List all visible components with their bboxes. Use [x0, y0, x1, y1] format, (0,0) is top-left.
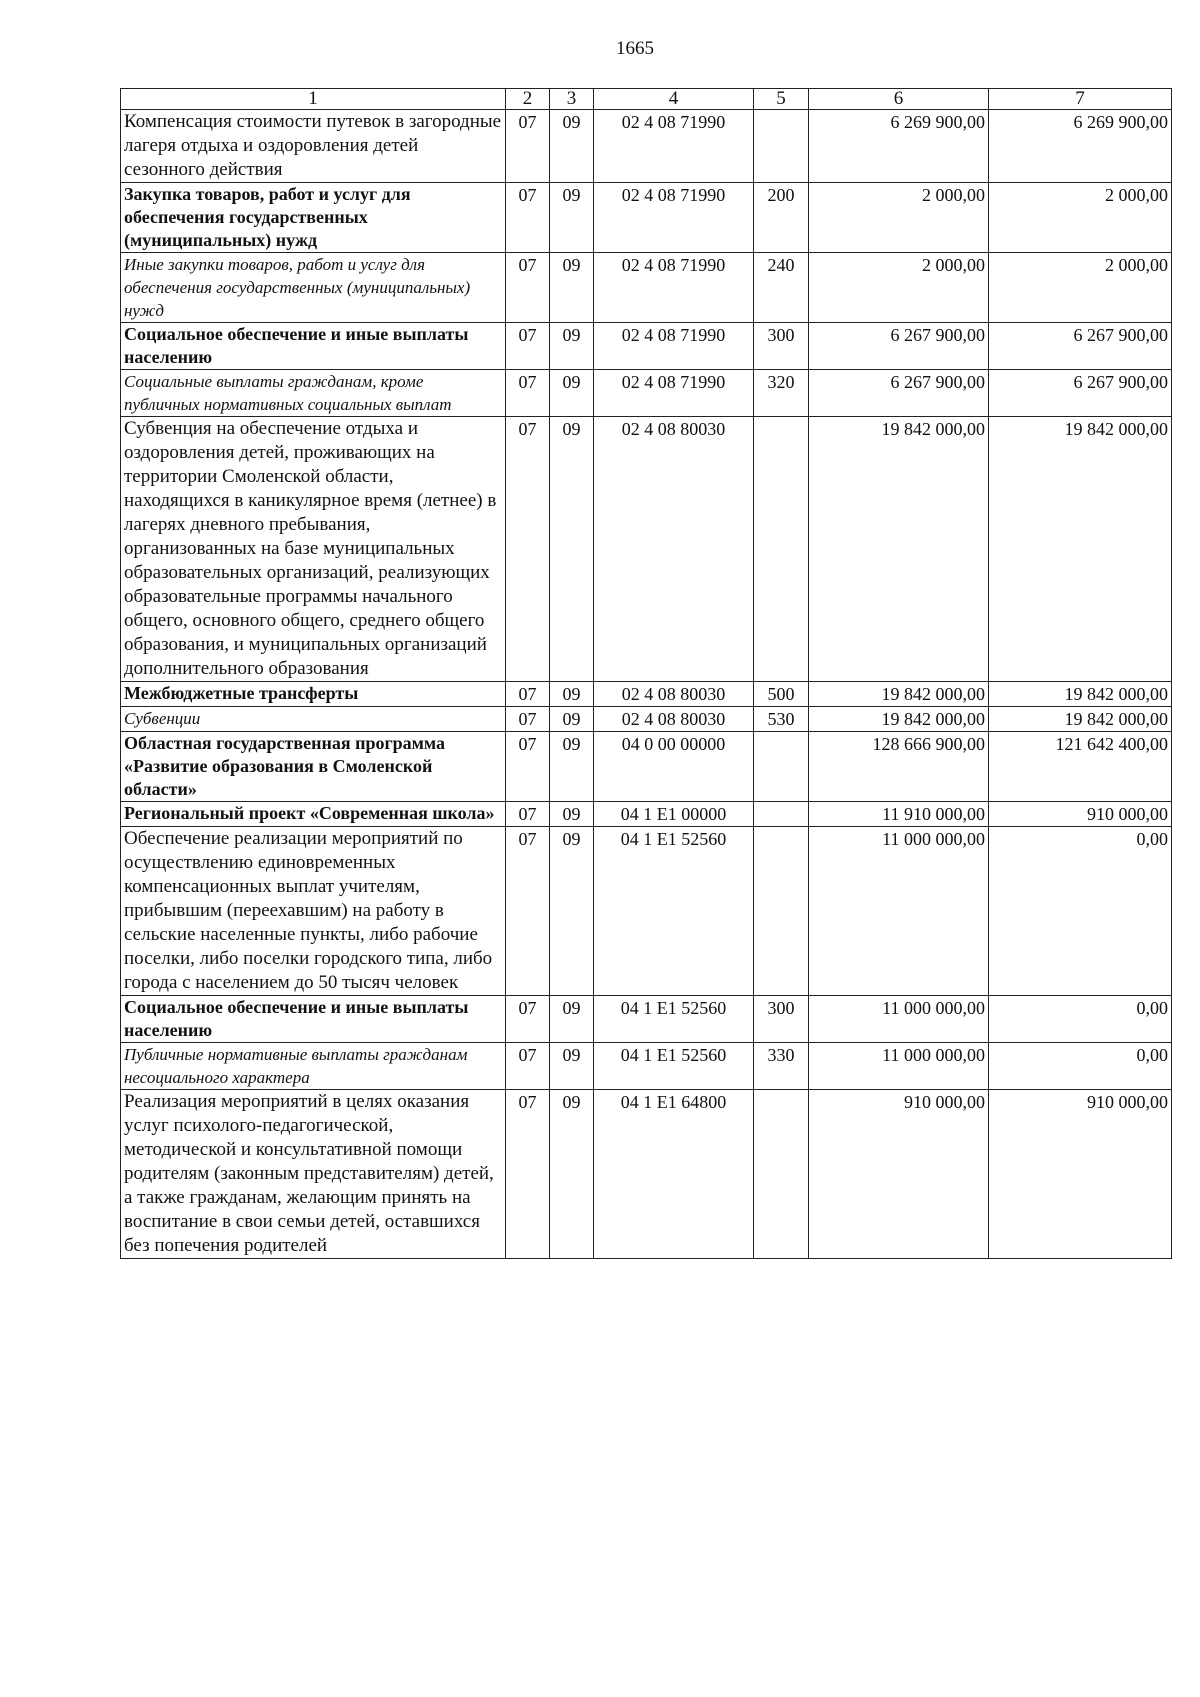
row-amount-year1: 19 842 000,00	[809, 417, 989, 682]
row-amount-year1: 6 269 900,00	[809, 110, 989, 183]
row-amount-year2: 6 269 900,00	[989, 110, 1172, 183]
row-name: Субвенция на обеспечение отдыха и оздоровления детей, проживающих на территории Смоленской области, находящихся в каникулярное время (летнее) в лагерях дневного пребывания, организованных на базе муниципальных образовательных организаций, реализующих образовательные программы начального общего, основного общего, среднего общего образования, и муниципальных организаций дополнительного образования	[121, 417, 506, 682]
row-subsection: 09	[550, 1090, 594, 1259]
page-number: 1665	[616, 38, 654, 59]
row-subsection: 09	[550, 732, 594, 802]
row-amount-year2: 19 842 000,00	[989, 682, 1172, 707]
row-amount-year2: 910 000,00	[989, 802, 1172, 827]
table-row	[121, 996, 1172, 1043]
row-name: Социальное обеспечение и иные выплаты населению	[121, 996, 506, 1043]
row-amount-year1: 2 000,00	[809, 253, 989, 323]
row-name: Публичные нормативные выплаты гражданам несоциального характера	[121, 1043, 506, 1090]
row-target-code: 02 4 08 71990	[594, 183, 754, 253]
row-amount-year2: 0,00	[989, 996, 1172, 1043]
row-section: 07	[506, 323, 550, 370]
row-amount-year2: 19 842 000,00	[989, 707, 1172, 732]
row-section: 07	[506, 370, 550, 417]
row-target-code: 04 1 E1 64800	[594, 1090, 754, 1259]
row-target-code: 04 1 E1 52560	[594, 827, 754, 996]
row-amount-year1: 11 000 000,00	[809, 1043, 989, 1090]
row-subsection: 09	[550, 323, 594, 370]
row-target-code: 02 4 08 80030	[594, 682, 754, 707]
table-row	[121, 323, 1172, 370]
table-row	[121, 1090, 1172, 1259]
row-subsection: 09	[550, 682, 594, 707]
row-amount-year1: 11 000 000,00	[809, 996, 989, 1043]
column-header: 3	[550, 89, 594, 110]
table-row	[121, 707, 1172, 732]
table-row	[121, 827, 1172, 996]
table-row	[121, 417, 1172, 682]
row-subsection: 09	[550, 417, 594, 682]
row-amount-year2: 910 000,00	[989, 1090, 1172, 1259]
row-subsection: 09	[550, 827, 594, 996]
table-row	[121, 682, 1172, 707]
column-header: 4	[594, 89, 754, 110]
column-header: 7	[989, 89, 1172, 110]
row-amount-year2: 121 642 400,00	[989, 732, 1172, 802]
row-target-code: 02 4 08 80030	[594, 417, 754, 682]
row-amount-year1: 11 910 000,00	[809, 802, 989, 827]
row-subsection: 09	[550, 370, 594, 417]
column-header: 1	[121, 89, 506, 110]
row-amount-year1: 910 000,00	[809, 1090, 989, 1259]
row-name: Иные закупки товаров, работ и услуг для обеспечения государственных (муниципальных) нужд	[121, 253, 506, 323]
table-row	[121, 732, 1172, 802]
row-name: Субвенции	[121, 707, 506, 732]
row-amount-year1: 128 666 900,00	[809, 732, 989, 802]
table-row	[121, 110, 1172, 183]
row-expense-type	[754, 1090, 809, 1259]
row-amount-year2: 0,00	[989, 1043, 1172, 1090]
row-section: 07	[506, 802, 550, 827]
row-expense-type: 200	[754, 183, 809, 253]
row-expense-type: 530	[754, 707, 809, 732]
row-target-code: 04 0 00 00000	[594, 732, 754, 802]
row-amount-year1: 6 267 900,00	[809, 370, 989, 417]
row-expense-type	[754, 802, 809, 827]
row-name: Социальные выплаты гражданам, кроме публичных нормативных социальных выплат	[121, 370, 506, 417]
row-name: Социальное обеспечение и иные выплаты населению	[121, 323, 506, 370]
row-target-code: 02 4 08 80030	[594, 707, 754, 732]
column-header-row	[121, 89, 1172, 110]
row-section: 07	[506, 417, 550, 682]
row-name: Областная государственная программа «Развитие образования в Смоленской области»	[121, 732, 506, 802]
row-name: Региональный проект «Современная школа»	[121, 802, 506, 827]
row-section: 07	[506, 732, 550, 802]
row-name: Межбюджетные трансферты	[121, 682, 506, 707]
row-subsection: 09	[550, 183, 594, 253]
row-subsection: 09	[550, 253, 594, 323]
row-section: 07	[506, 183, 550, 253]
row-expense-type: 320	[754, 370, 809, 417]
row-amount-year1: 19 842 000,00	[809, 707, 989, 732]
row-subsection: 09	[550, 802, 594, 827]
row-subsection: 09	[550, 1043, 594, 1090]
row-amount-year2: 0,00	[989, 827, 1172, 996]
row-target-code: 02 4 08 71990	[594, 323, 754, 370]
row-amount-year1: 19 842 000,00	[809, 682, 989, 707]
row-expense-type: 300	[754, 323, 809, 370]
row-expense-type: 240	[754, 253, 809, 323]
budget-table	[120, 88, 1172, 1259]
column-header: 2	[506, 89, 550, 110]
row-amount-year1: 6 267 900,00	[809, 323, 989, 370]
row-section: 07	[506, 110, 550, 183]
row-expense-type	[754, 417, 809, 682]
row-amount-year1: 2 000,00	[809, 183, 989, 253]
row-section: 07	[506, 253, 550, 323]
row-section: 07	[506, 682, 550, 707]
table-row	[121, 183, 1172, 253]
table-row	[121, 370, 1172, 417]
row-name: Компенсация стоимости путевок в загородные лагеря отдыха и оздоровления детей сезонного действия	[121, 110, 506, 183]
row-expense-type: 300	[754, 996, 809, 1043]
row-target-code: 02 4 08 71990	[594, 370, 754, 417]
row-amount-year2: 19 842 000,00	[989, 417, 1172, 682]
row-expense-type: 330	[754, 1043, 809, 1090]
row-target-code: 04 1 E1 00000	[594, 802, 754, 827]
row-expense-type	[754, 732, 809, 802]
row-section: 07	[506, 996, 550, 1043]
table-row	[121, 253, 1172, 323]
column-header: 5	[754, 89, 809, 110]
table-row	[121, 1043, 1172, 1090]
row-target-code: 02 4 08 71990	[594, 253, 754, 323]
row-target-code: 02 4 08 71990	[594, 110, 754, 183]
row-section: 07	[506, 1090, 550, 1259]
row-subsection: 09	[550, 996, 594, 1043]
row-name: Закупка товаров, работ и услуг для обеспечения государственных (муниципальных) нужд	[121, 183, 506, 253]
row-expense-type	[754, 110, 809, 183]
row-name: Обеспечение реализации мероприятий по осуществлению единовременных компенсационных выплат учителям, прибывшим (переехавшим) на работу в сельские населенные пункты, либо рабочие поселки, либо поселки городского типа, либо города с населением до 50 тысяч человек	[121, 827, 506, 996]
row-expense-type	[754, 827, 809, 996]
row-subsection: 09	[550, 110, 594, 183]
row-expense-type: 500	[754, 682, 809, 707]
row-target-code: 04 1 E1 52560	[594, 996, 754, 1043]
row-section: 07	[506, 827, 550, 996]
row-name: Реализация мероприятий в целях оказания услуг психолого-педагогической, методической и консультативной помощи родителям (законным представителям) детей, а также гражданам, желающим принять на воспитание в свои семьи детей, оставшихся без попечения родителей	[121, 1090, 506, 1259]
row-amount-year2: 2 000,00	[989, 253, 1172, 323]
row-amount-year1: 11 000 000,00	[809, 827, 989, 996]
column-header: 6	[809, 89, 989, 110]
table-row	[121, 802, 1172, 827]
row-amount-year2: 2 000,00	[989, 183, 1172, 253]
row-section: 07	[506, 707, 550, 732]
row-amount-year2: 6 267 900,00	[989, 370, 1172, 417]
row-amount-year2: 6 267 900,00	[989, 323, 1172, 370]
row-section: 07	[506, 1043, 550, 1090]
row-subsection: 09	[550, 707, 594, 732]
row-target-code: 04 1 E1 52560	[594, 1043, 754, 1090]
